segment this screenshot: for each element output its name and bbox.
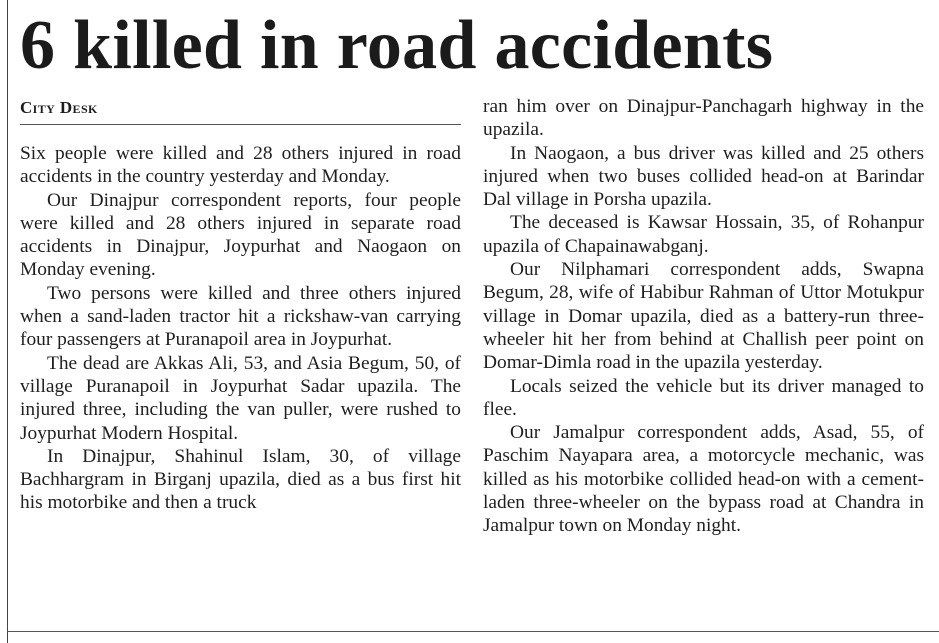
paragraph-lead: Six people were killed and 28 others injured in road accidents in the country yesterday and Monday. (20, 143, 461, 188)
paragraph-nilphamari: Our Nilphamari correspondent adds, Swapna Begum, 28, wife of Habibur Rahman of Uttor Motukpur village in Domar upazila, died as a battery-run three-wheeler hit her from behind at Challish peer point on Domar-Dimla road in the upazila yesterday. (483, 259, 924, 374)
bottom-rule (7, 631, 939, 632)
paragraph-joypurhat-dead: The dead are Akkas Ali, 53, and Asia Begum, 50, of village Puranapoil in Joypurhat Sadar upazila. The injured three, including the van puller, were rushed to Joypurhat Modern Hospital. (20, 352, 461, 444)
headline: 6 killed in road accidents (20, 7, 774, 84)
byline-rule (20, 124, 461, 125)
byline: City Desk (20, 98, 98, 117)
article-column-left (20, 142, 461, 515)
article-column-right (483, 95, 924, 538)
left-column-rule (7, 0, 8, 643)
paragraph-birganj: In Dinajpur, Shahinul Islam, 30, of village Bachhargram in Birganj upazila, died as a bus first hit his motorbike and then a truck (20, 445, 461, 514)
paragraph-birganj-continued: ran him over on Dinajpur-Panchagarh highway in the upazila. (483, 96, 924, 141)
paragraph-naogaon: In Naogaon, a bus driver was killed and 25 others injured when two buses collided head-on at Barindar Dal village in Porsha upazila. (483, 142, 924, 211)
paragraph-jamalpur: Our Jamalpur correspondent adds, Asad, 55, of Paschim Nayapara area, a motorcycle mechanic, was killed as his motorbike collided head-on with a cement-laden three-wheeler on the bypass road at Chandra in Jamalpur town on Monday night. (483, 422, 924, 537)
paragraph-naogaon-deceased: The deceased is Kawsar Hossain, 35, of Rohanpur upazila of Chapainawabganj. (483, 212, 924, 257)
paragraph-nilphamari-locals: Locals seized the vehicle but its driver managed to flee. (483, 375, 924, 420)
paragraph-joypurhat-tractor: Two persons were killed and three others injured when a sand-laden tractor hit a rickshaw-van carrying four passengers at Puranapoil area in Joypurhat. (20, 282, 461, 351)
paragraph-dinajpur-report: Our Dinajpur correspondent reports, four people were killed and 28 others injured in separate road accidents in Dinajpur, Joypurhat and Naogaon on Monday evening. (20, 189, 461, 281)
